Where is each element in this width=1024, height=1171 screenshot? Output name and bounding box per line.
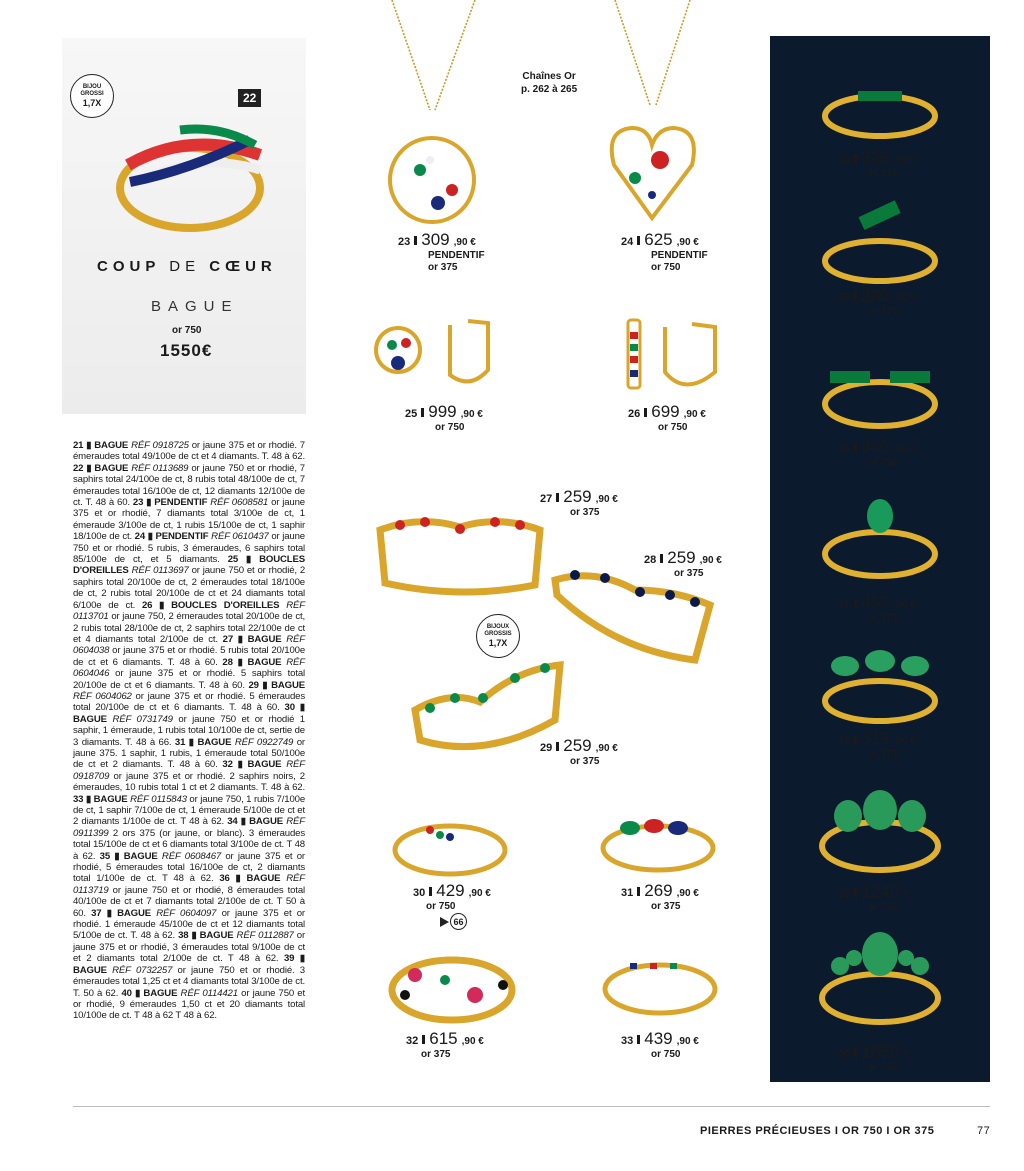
product-metal: or 375 xyxy=(570,507,600,518)
desc-item-label: 36 ▮ BAGUE xyxy=(219,873,287,885)
price-euros: 259 xyxy=(667,548,696,567)
price xyxy=(413,881,491,901)
price-euros: 999 xyxy=(428,402,457,421)
product-metal: or 375 xyxy=(868,168,898,179)
price xyxy=(838,437,916,457)
badge-line: GROSSI xyxy=(80,91,104,97)
heading-word: DE xyxy=(169,258,201,275)
desc-item-ref: RÉF 0115843 xyxy=(130,793,187,805)
price xyxy=(644,548,722,568)
desc-item-label: 26 ▮ BOUCLES D'OREILLES xyxy=(141,599,287,611)
price xyxy=(406,1029,484,1049)
item-number: 28 xyxy=(644,554,657,566)
item-number: 36 xyxy=(838,443,851,455)
desc-item-text: or jaune 750, 1 rubis 7/100e de ct, 1 saphir 7/100e de ct, 1 émeraude 5/100e de ct et 2 diamants 1/100e de ct. T 48 à 62. xyxy=(73,793,305,828)
desc-item-label: 21 ▮ BAGUE xyxy=(73,440,132,451)
ring-32-image xyxy=(385,950,520,1025)
desc-item-ref: RÉF 0922749 xyxy=(234,736,294,748)
desc-item-text: or jaune 375 et or rhodié, 7 diamants total 3/100e de ct, 1 émeraude 3/100e de ct, 1 rubis 15/100e de ct, 1 saphir 18/100e de ct. xyxy=(73,497,305,543)
item-number: 38 xyxy=(838,735,851,747)
desc-item-ref: RÉF 0113701 xyxy=(73,599,305,623)
desc-item-text: or jaune 750 et or rhodié. 5 rubis, 3 émeraudes, 6 saphirs total 85/100e de ct, et 5 diamants. xyxy=(73,531,305,566)
desc-item-ref: RÉF 0911399 xyxy=(73,816,305,839)
desc-item-text: or jaune 750 et or rhodié, 9 émeraudes 1,50 ct et 20 diamants total 10/100e de ct. T 48 à 62 T 48 à 62. xyxy=(73,987,306,1022)
ring-33-image xyxy=(600,955,720,1020)
featured-title: BAGUE xyxy=(151,298,239,315)
ring-31-image xyxy=(598,812,718,877)
page-ref-number: 66 xyxy=(450,913,467,930)
item-number: 32 xyxy=(406,1035,419,1047)
earrings-25-image xyxy=(370,305,510,395)
product-25 xyxy=(405,402,483,434)
desc-item-label: 37 ▮ BAGUE xyxy=(91,907,157,919)
play-arrow-icon xyxy=(440,917,449,927)
product-metal: or 750 xyxy=(651,262,681,273)
price-cents: ,90 € xyxy=(893,293,916,304)
earrings-26-image xyxy=(620,312,740,397)
coup-de-coeur-heading xyxy=(97,258,277,275)
price-cents: ,90 € xyxy=(676,237,699,248)
heading-word: CŒUR xyxy=(209,258,277,275)
product-38 xyxy=(838,729,916,761)
desc-item-text: or jaune 750 et or rhodié, 8 émeraudes total 40/100e de ct et 7 diamants total 2/100e de ct. T 50 à 60. xyxy=(73,884,305,919)
desc-item-text: or jaune 750 et or rhodié, 7 saphirs total 24/100e de ct, 8 rubis total 48/100e de ct, 7 émeraudes total 16/100e de ct, 12 diamants 12/100e de ct. T. 48 à 60. xyxy=(73,462,305,509)
product-type: PENDENTIF xyxy=(651,250,708,261)
desc-item-text: 2 ors 375 (or jaune, or blanc). 3 émeraudes total 15/100e de ct et 6 diamants total 3/100e de ct. T 48 à 62. xyxy=(73,827,305,862)
desc-item-ref: RÉF 0113719 xyxy=(73,873,305,896)
footer-divider xyxy=(73,1106,990,1107)
product-type: PENDENTIF xyxy=(428,250,485,261)
price-cents: ,90 € xyxy=(676,1036,699,1047)
price xyxy=(405,402,483,422)
price xyxy=(621,881,699,901)
product-28 xyxy=(644,548,722,580)
price-euros: 259 xyxy=(563,736,592,755)
product-metal: or 750 xyxy=(426,901,456,912)
price-euros: 455 xyxy=(861,593,890,612)
price xyxy=(838,286,916,306)
desc-item-ref: RÉF 0732257 xyxy=(112,964,173,976)
product-39 xyxy=(838,882,909,914)
product-32 xyxy=(406,1029,484,1061)
badge-line: BIJOU xyxy=(82,84,102,90)
product-metal: or 375 xyxy=(570,756,600,767)
item-number: 23 xyxy=(398,236,411,248)
desc-item-ref: RÉF 0604062 xyxy=(73,690,132,702)
desc-item-text: or jaune 750 et or rhodié 1 saphir, 1 émeraude, 1 rubis total 10/100e de ct, sertie de 3 diamants. T. 48 à 66. xyxy=(73,713,305,748)
pendant-24-image xyxy=(600,0,710,230)
desc-item-ref: RÉF 0731749 xyxy=(112,713,173,725)
badge-zoom: 1,7X xyxy=(82,98,102,108)
desc-item-ref: RÉF 0604046 xyxy=(73,656,305,680)
product-24 xyxy=(621,230,708,274)
desc-item-label: 28 ▮ BAGUE xyxy=(222,656,287,668)
price-cents: ,90 € xyxy=(453,237,476,248)
desc-item-ref: RÉF 0918709 xyxy=(73,759,305,782)
product-metal: or 375 xyxy=(651,901,681,912)
product-metal: or 375 xyxy=(868,749,898,760)
desc-item-text: or jaune 375. 1 saphir, 1 rubis, 1 émeraude total 50/100e de ct et 2 diamants. T. 48 à 60. xyxy=(73,736,305,771)
featured-metal: or 750 xyxy=(172,325,202,336)
product-27 xyxy=(540,487,618,519)
price-cents: ,90 € xyxy=(893,736,916,747)
desc-item-text: or jaune 375 et or rhodié, 5 émeraudes total 16/100e de ct, 2 diamants total 1/100e de ct. T 48 à 62. xyxy=(73,850,305,885)
product-35 xyxy=(838,286,916,318)
desc-item-label: 25 ▮ BOUCLES D'OREILLES xyxy=(73,554,306,577)
footer-title: PIERRES PRÉCIEUSES I OR 750 I OR 375 xyxy=(700,1125,935,1137)
price-cents: ,90 € xyxy=(699,555,722,566)
item-number: 27 xyxy=(540,493,553,505)
product-40 xyxy=(838,1042,909,1074)
ring-27-image xyxy=(370,505,550,600)
price-cents: ,90 € xyxy=(683,409,706,420)
desc-item-text: or jaune 750, 2 émeraudes total 20/100e de ct, 2 rubis total 28/100e de ct, 2 saphirs total 22/100e de ct et 4 diamants total 2/100e de ct. xyxy=(73,611,305,645)
price-euros: 325 xyxy=(861,148,890,167)
price xyxy=(838,882,909,902)
item-number: 31 xyxy=(621,887,634,899)
price-cents: € xyxy=(903,889,909,900)
featured-price: 1550€ xyxy=(160,341,213,360)
pendant-23-image xyxy=(380,0,490,230)
product-26 xyxy=(628,402,706,434)
price-euros: 1850 xyxy=(861,1042,900,1061)
product-29 xyxy=(540,736,618,768)
desc-item-label: 22 ▮ BAGUE xyxy=(73,462,132,474)
emerald-rings-images xyxy=(770,36,990,1082)
page-ref-66[interactable] xyxy=(440,913,467,930)
price-euros: 845 xyxy=(861,437,890,456)
desc-item-label: 29 ▮ BAGUE xyxy=(248,679,305,691)
ring-30-image xyxy=(390,815,510,880)
price xyxy=(628,402,706,422)
product-descriptions xyxy=(73,440,305,1022)
product-33 xyxy=(621,1029,699,1061)
item-number: 30 xyxy=(413,887,426,899)
desc-item-text: or jaune 375 et or rhodié. 5 rubis total 20/100e de ct et 6 diamants. T. 48 à 60. xyxy=(73,645,305,668)
badge-line: GROSSIS xyxy=(484,631,512,637)
desc-item-label: 35 ▮ BAGUE xyxy=(99,850,162,862)
item-number: 39 xyxy=(838,888,851,900)
item-number: 40 xyxy=(838,1048,851,1060)
desc-item-text: or jaune 375 et or rhodié. 7 émeraudes total 49/100e de ct et 4 diamants. T. 48 à 62. xyxy=(73,440,305,463)
price-cents: ,90 € xyxy=(460,409,483,420)
price-cents: ,90 € xyxy=(595,494,618,505)
price-cents: ,90 € xyxy=(893,444,916,455)
desc-item-text: or jaune 375 et or rhodié, 3 émeraudes total 9/100e de ct et 2 diamants total 2/100e de ct. T 48 à 62. xyxy=(73,930,305,965)
price xyxy=(621,1029,699,1049)
price-euros: 615 xyxy=(429,1029,458,1048)
product-metal: or 375 xyxy=(868,613,898,624)
chains-note-line: Chaînes Or xyxy=(522,71,576,82)
desc-item-label: 33 ▮ BAGUE xyxy=(73,793,131,805)
desc-item-text: or jaune 375 et or rhodié. 5 saphirs total 20/100e de ct et 6 diamants. T. 48 à 60. xyxy=(73,668,305,691)
desc-item-text: or jaune 750 et or rhodié. 3 émeraudes total 1,25 ct et 4 diamants total 3/100e de ct. T. 50 à 62. xyxy=(73,964,305,999)
product-34 xyxy=(838,148,916,180)
price xyxy=(838,729,916,749)
chains-note xyxy=(521,70,577,96)
badge-zoom: 1,7X xyxy=(488,638,508,648)
product-metal: or 750 xyxy=(658,422,688,433)
desc-item-label: 23 ▮ PENDENTIF xyxy=(132,497,211,509)
desc-item-ref: RÉF 0608581 xyxy=(210,497,269,509)
price xyxy=(540,487,618,507)
price xyxy=(838,1042,909,1062)
featured-ring-image xyxy=(110,110,270,235)
zoom-badge xyxy=(70,74,114,118)
product-metal: or 750 xyxy=(651,1049,681,1060)
desc-item-label: 27 ▮ BAGUE xyxy=(222,633,287,645)
item-number: 33 xyxy=(621,1035,634,1047)
price xyxy=(621,230,708,250)
product-30 xyxy=(413,881,491,913)
price-cents: ,90 € xyxy=(595,743,618,754)
item-number: 29 xyxy=(540,742,553,754)
desc-item-text: or jaune 375 et or rhodié. 5 émeraudes total 20/100e de ct et 6 diamants. T. 48 à 60. xyxy=(73,690,305,714)
price-euros: 259 xyxy=(563,487,592,506)
price-euros: 429 xyxy=(436,881,465,900)
desc-item-ref: RÉF 0604097 xyxy=(156,907,217,919)
price-euros: 625 xyxy=(644,230,673,249)
desc-item-ref: RÉF 0113689 xyxy=(131,462,189,474)
product-metal: or 375 xyxy=(421,1049,451,1060)
featured-number: 22 xyxy=(238,89,261,107)
desc-item-label: 40 ▮ BAGUE xyxy=(121,987,181,999)
product-36 xyxy=(838,437,916,469)
price-cents: ,90 € xyxy=(893,600,916,611)
price-euros: 1240 xyxy=(861,882,900,901)
item-number: 35 xyxy=(838,292,851,304)
desc-item-ref: RÉF 0918725 xyxy=(131,440,189,451)
item-number: 37 xyxy=(838,599,851,611)
badge-line: BIJOUX xyxy=(486,624,510,630)
item-number: 34 xyxy=(838,154,851,166)
desc-item-label: 32 ▮ BAGUE xyxy=(222,759,287,771)
price-cents: ,90 € xyxy=(676,888,699,899)
product-metal: or 375 xyxy=(674,568,704,579)
price-cents: € xyxy=(903,1049,909,1060)
product-metal: or 750 xyxy=(435,422,465,433)
desc-item-label: 39 ▮ BAGUE xyxy=(73,953,305,976)
desc-item-ref: RÉF 0113697 xyxy=(131,565,189,577)
price-euros: 289 xyxy=(861,286,890,305)
desc-item-ref: RÉF 0608467 xyxy=(161,850,222,862)
price xyxy=(838,148,916,168)
price-euros: 269 xyxy=(644,881,673,900)
item-number: 26 xyxy=(628,408,641,420)
desc-item-label: 38 ▮ BAGUE xyxy=(178,930,237,942)
zoom-badge-2 xyxy=(476,614,520,658)
desc-item-label: 34 ▮ BAGUE xyxy=(227,816,287,828)
product-31 xyxy=(621,881,699,913)
desc-item-ref: RÉF 0114421 xyxy=(180,987,238,999)
desc-item-label: 24 ▮ PENDENTIF xyxy=(134,531,212,543)
heading-word: COUP xyxy=(97,258,161,275)
price-cents: ,90 € xyxy=(461,1036,484,1047)
desc-item-ref: RÉF 0610437 xyxy=(211,531,269,543)
desc-item-label: 30 ▮ BAGUE xyxy=(73,702,305,725)
price-cents: ,90 € xyxy=(893,155,916,166)
product-23 xyxy=(398,230,485,274)
product-metal: or 750 xyxy=(868,902,898,913)
price-euros: 439 xyxy=(644,1029,673,1048)
price-euros: 319 xyxy=(861,729,890,748)
desc-item-ref: RÉF 0604038 xyxy=(73,633,305,657)
price-euros: 309 xyxy=(421,230,450,249)
item-number: 24 xyxy=(621,236,634,248)
product-37 xyxy=(838,593,916,625)
product-metal: or 750 xyxy=(868,1062,898,1073)
desc-item-ref: RÉF 0112887 xyxy=(236,930,294,942)
product-metal: or 750 xyxy=(868,457,898,468)
price xyxy=(540,736,618,756)
item-number: 25 xyxy=(405,408,418,420)
product-metal: or 375 xyxy=(428,262,458,273)
price xyxy=(838,593,916,613)
product-metal: or 375 xyxy=(868,306,898,317)
price-cents: ,90 € xyxy=(468,888,491,899)
desc-item-text: or jaune 375 et or rhodié. 1 émeraude 45/100e de ct et 12 diamants total 5/100e de ct. T. 48 à 62. xyxy=(73,907,305,942)
desc-item-label: 31 ▮ BAGUE xyxy=(174,736,235,748)
chains-note-line: p. 262 à 265 xyxy=(521,84,578,95)
price-euros: 699 xyxy=(651,402,680,421)
page-number: 77 xyxy=(977,1125,991,1137)
desc-item-text: or jaune 750 et or rhodié, 2 saphirs total 20/100e de ct, 2 émeraudes total 18/100e de ct, 2 rubis total 20/100e de ct et 24 diamants total 6/100e de ct. xyxy=(73,565,306,611)
desc-item-text: or jaune 375 et or rhodié. 2 saphirs noirs, 2 émeraudes, 10 rubis total 1 ct et 2 diamants. T. 48 à 62. xyxy=(73,770,305,794)
price xyxy=(398,230,485,250)
